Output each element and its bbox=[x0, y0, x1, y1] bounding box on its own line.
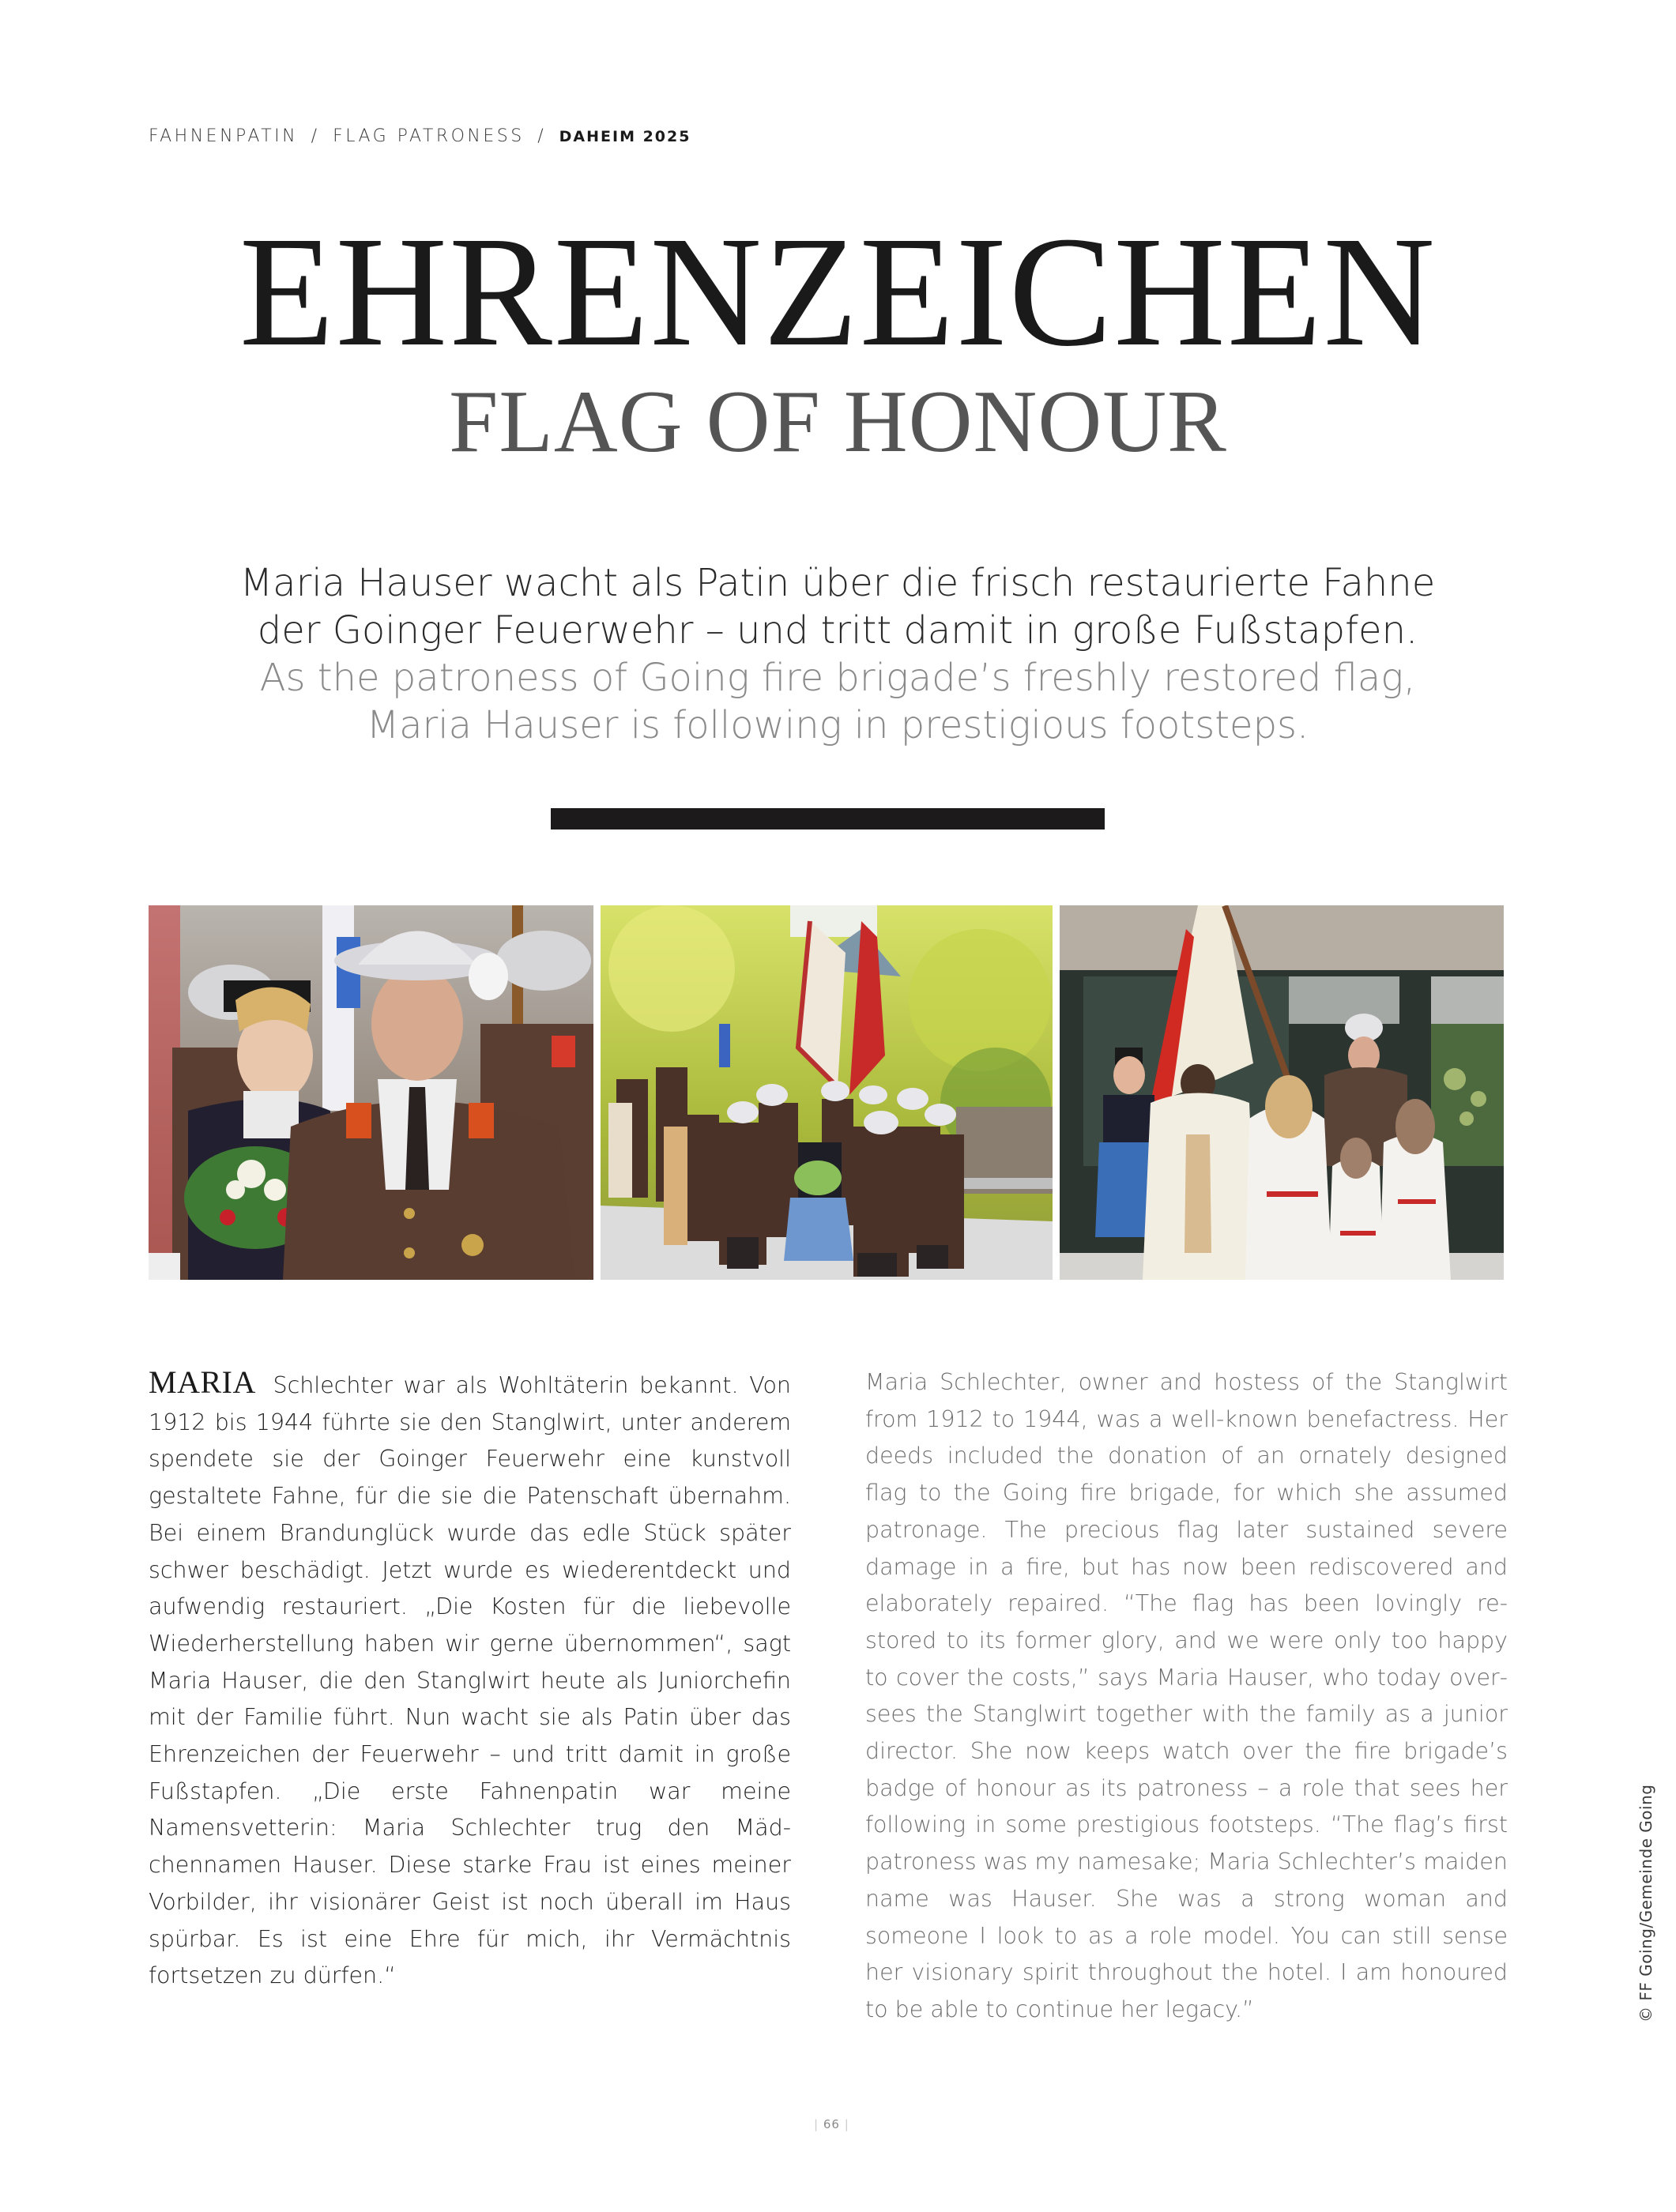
article-column-en bbox=[865, 1364, 1508, 2029]
breadcrumb-separator: / bbox=[537, 126, 547, 146]
divider-bar bbox=[551, 808, 1105, 830]
article-dropcap: MARIA bbox=[149, 1364, 256, 1400]
article-text-de: Schlechter war als Wohltäterin bekannt. Von 1912 bis 1944 führte sie den Stanglwirt, unter anderem spendete sie der Goinger Feuerwehr eine kunstvoll gestaltete Fahne, für die sie die Patenschaft übernahm. Bei einem Brandunglück wurde das edle Stück später schwer beschädigt. Jetzt wurde es wiederentdeckt und aufwendig restauriert. „Die Kosten für die liebevolle Wiederherstellung haben wir gerne übernommen“, sagt Maria Hauser, die den Stanglwirt heute als Juniorchefin mit der Familie führt. Nun wacht sie als Patin über das Ehrenzeichen der Feuerwehr – und tritt damit in große Fußstapfen. „Die erste Fahnenpatin war meine Namensvetterin: Maria Schlechter trug den Mädchennamen Hauser. Diese starke Frau ist eines meiner Vorbilder, ihr visionärer Geist ist noch überall im Haus spürbar. Es ist eine Ehre für mich, ihr Vermächtnis fortsetzen zu dürfen.“ bbox=[149, 1372, 791, 1989]
breadcrumb-separator: / bbox=[311, 126, 320, 146]
page-number-bracket: | bbox=[844, 2117, 849, 2131]
page-number-bracket: | bbox=[814, 2117, 819, 2131]
photo-credit: © FF Going/Gemeinde Going bbox=[1636, 1784, 1655, 2022]
intro-de-line-2: der Goinger Feuerwehr – und tritt damit in große Fußstapfen. bbox=[257, 608, 1418, 653]
page-title: EHRENZEICHEN bbox=[239, 205, 1437, 379]
intro-de-line-1: Maria Hauser wacht als Patin über die frisch restaurierte Fahne bbox=[239, 561, 1436, 605]
intro-standfirst bbox=[126, 559, 1549, 749]
breadcrumb-section-de: FAHNENPATIN bbox=[149, 126, 299, 146]
photo-flag-blessing bbox=[1060, 905, 1504, 1280]
intro-en-line-1: As the patroness of Going fire brigade’s freshly restored flag, bbox=[259, 656, 1416, 700]
article-paragraph-en: Maria Schlechter, owner and hostess of the Stanglwirt from 1912 to 1944, was a well-known benefactress. Her deeds included the donation of an ornately designed flag to the Going fire brigade, for which she assumed patronage. The precious flag later sustained severe damage in a fire, but has now been rediscovered and elaborately repaired. “The flag has been lovingly restored to its former glory, and we were only too happy to cover the costs,” says Maria Hauser, who today oversees the Stanglwirt together with the family as a junior director. She now keeps watch over the fire brigade’s badge of honour as its patroness – a role that sees her following in some prestigious footsteps. “The flag’s first patroness was my namesake; Maria Schlechter’s maiden name was Hauser. She was a strong woman and someone I look to as a role model. You can still sense her visionary spirit throughout the hotel. I am honoured to be able to continue her legacy.” bbox=[865, 1369, 1508, 2022]
page-subtitle: FLAG OF HONOUR bbox=[449, 373, 1227, 471]
article-column-de bbox=[149, 1364, 791, 1995]
photo-firefighter-portrait bbox=[149, 905, 593, 1280]
breadcrumb bbox=[149, 126, 691, 146]
breadcrumb-section-en: FLAG PATRONESS bbox=[333, 126, 525, 146]
breadcrumb-issue: DAHEIM 2025 bbox=[559, 128, 691, 145]
intro-en-line-2: Maria Hauser is following in prestigious footsteps. bbox=[366, 703, 1309, 747]
page-number-value: 66 bbox=[823, 2117, 840, 2131]
article-paragraph-de bbox=[149, 1364, 791, 1995]
photo-procession bbox=[601, 905, 1053, 1280]
page-number bbox=[814, 2117, 849, 2131]
